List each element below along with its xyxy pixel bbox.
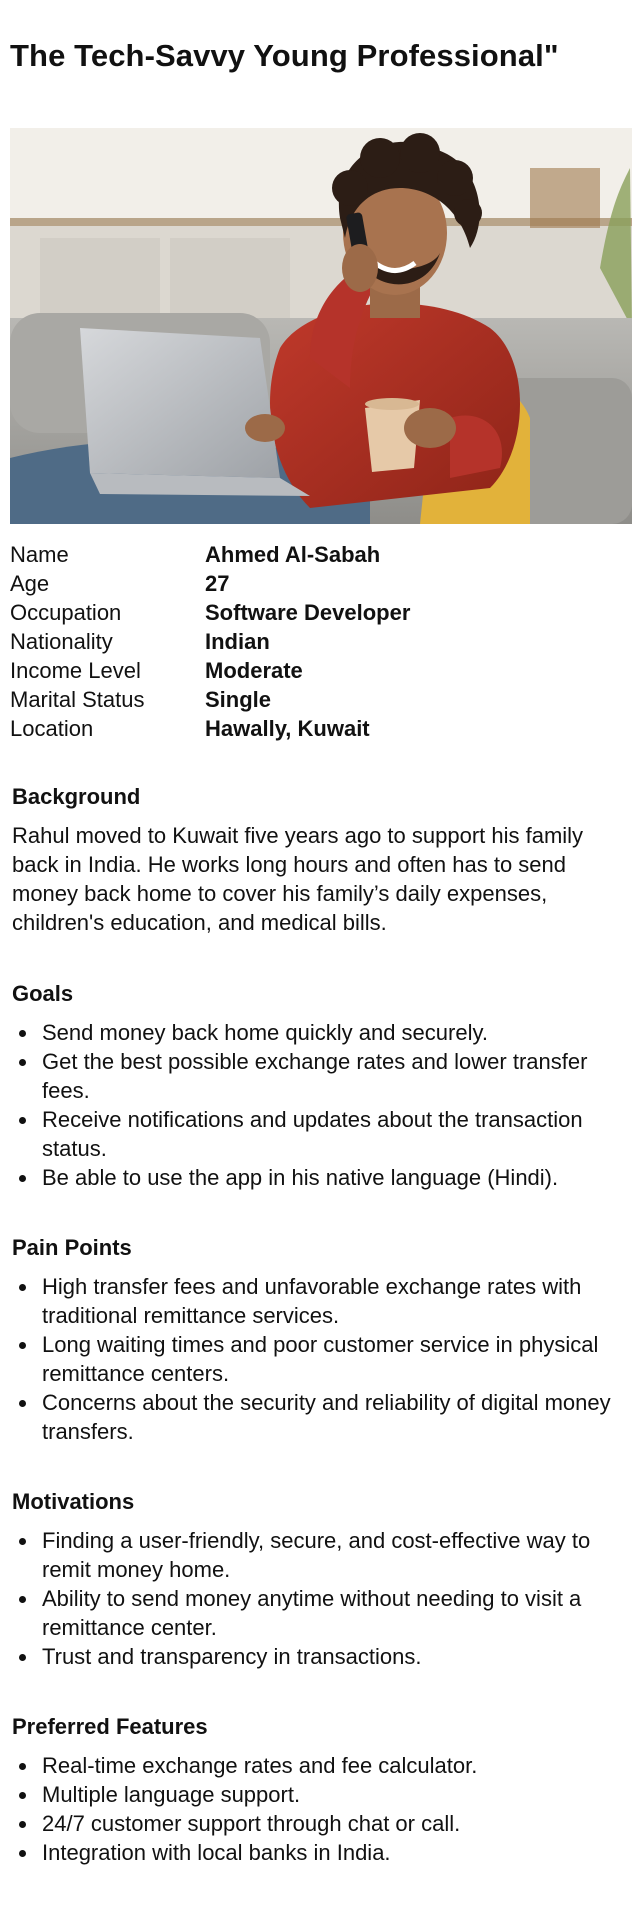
motivations-section bbox=[12, 1488, 632, 1671]
profile-value: Ahmed Al-Sabah bbox=[205, 542, 381, 567]
profile-row-marital-status bbox=[10, 685, 610, 714]
pain-points-section bbox=[12, 1234, 632, 1446]
profile-label: Nationality bbox=[10, 629, 113, 654]
list-item: Trust and transparency in transactions. bbox=[12, 1642, 632, 1671]
profile-value: Software Developer bbox=[205, 600, 411, 625]
goals-heading: Goals bbox=[12, 981, 74, 1006]
list-item: Finding a user-friendly, secure, and cost-effective way to remit money home. bbox=[12, 1526, 632, 1584]
profile-value: Indian bbox=[205, 629, 270, 654]
goals-section bbox=[12, 980, 632, 1192]
list-item: Long waiting times and poor customer service in physical remittance centers. bbox=[12, 1330, 632, 1388]
list-item: Concerns about the security and reliability of digital money transfers. bbox=[12, 1388, 632, 1446]
profile-table bbox=[10, 540, 610, 743]
pain-points-list bbox=[12, 1272, 632, 1446]
profile-row-name bbox=[10, 540, 610, 569]
profile-label: Location bbox=[10, 716, 94, 741]
profile-row-age bbox=[10, 569, 610, 598]
background-text: Rahul moved to Kuwait five years ago to support his family back in India. He works long hours and often has to send money back home to cover his family’s daily expenses, children's education, and medical bills. bbox=[12, 823, 584, 935]
list-item: Integration with local banks in India. bbox=[12, 1838, 632, 1867]
persona-photo-illustration bbox=[10, 128, 632, 524]
list-item: High transfer fees and unfavorable exchange rates with traditional remittance services. bbox=[12, 1272, 632, 1330]
profile-label: Income Level bbox=[10, 658, 141, 683]
list-item: Multiple language support. bbox=[12, 1780, 632, 1809]
profile-row-income-level bbox=[10, 656, 610, 685]
profile-value: Hawally, Kuwait bbox=[205, 716, 370, 741]
list-item: Get the best possible exchange rates and lower transfer fees. bbox=[12, 1047, 632, 1105]
background-heading: Background bbox=[12, 784, 141, 809]
profile-label: Name bbox=[10, 542, 69, 567]
profile-row-location bbox=[10, 714, 610, 743]
list-item: Receive notifications and updates about the transaction status. bbox=[12, 1105, 632, 1163]
preferred-features-heading: Preferred Features bbox=[12, 1714, 208, 1739]
list-item: 24/7 customer support through chat or call. bbox=[12, 1809, 632, 1838]
preferred-features-list bbox=[12, 1751, 632, 1867]
persona-photo bbox=[10, 128, 632, 524]
profile-value: 27 bbox=[205, 571, 230, 596]
profile-row-nationality bbox=[10, 627, 610, 656]
page-title: The Tech-Savvy Young Professional" bbox=[10, 38, 559, 73]
list-item: Send money back home quickly and securely. bbox=[12, 1018, 632, 1047]
preferred-features-section bbox=[12, 1713, 632, 1867]
motivations-heading: Motivations bbox=[12, 1489, 135, 1514]
profile-value: Moderate bbox=[205, 658, 303, 683]
profile-label: Age bbox=[10, 571, 50, 596]
profile-row-occupation bbox=[10, 598, 610, 627]
background-section bbox=[12, 783, 632, 937]
list-item: Real-time exchange rates and fee calculator. bbox=[12, 1751, 632, 1780]
list-item: Ability to send money anytime without needing to visit a remittance center. bbox=[12, 1584, 632, 1642]
motivations-list bbox=[12, 1526, 632, 1671]
profile-value: Single bbox=[205, 687, 272, 712]
list-item: Be able to use the app in his native language (Hindi). bbox=[12, 1163, 632, 1192]
profile-label: Occupation bbox=[10, 600, 122, 625]
profile-label: Marital Status bbox=[10, 687, 145, 712]
pain-points-heading: Pain Points bbox=[12, 1235, 132, 1260]
goals-list bbox=[12, 1018, 632, 1192]
